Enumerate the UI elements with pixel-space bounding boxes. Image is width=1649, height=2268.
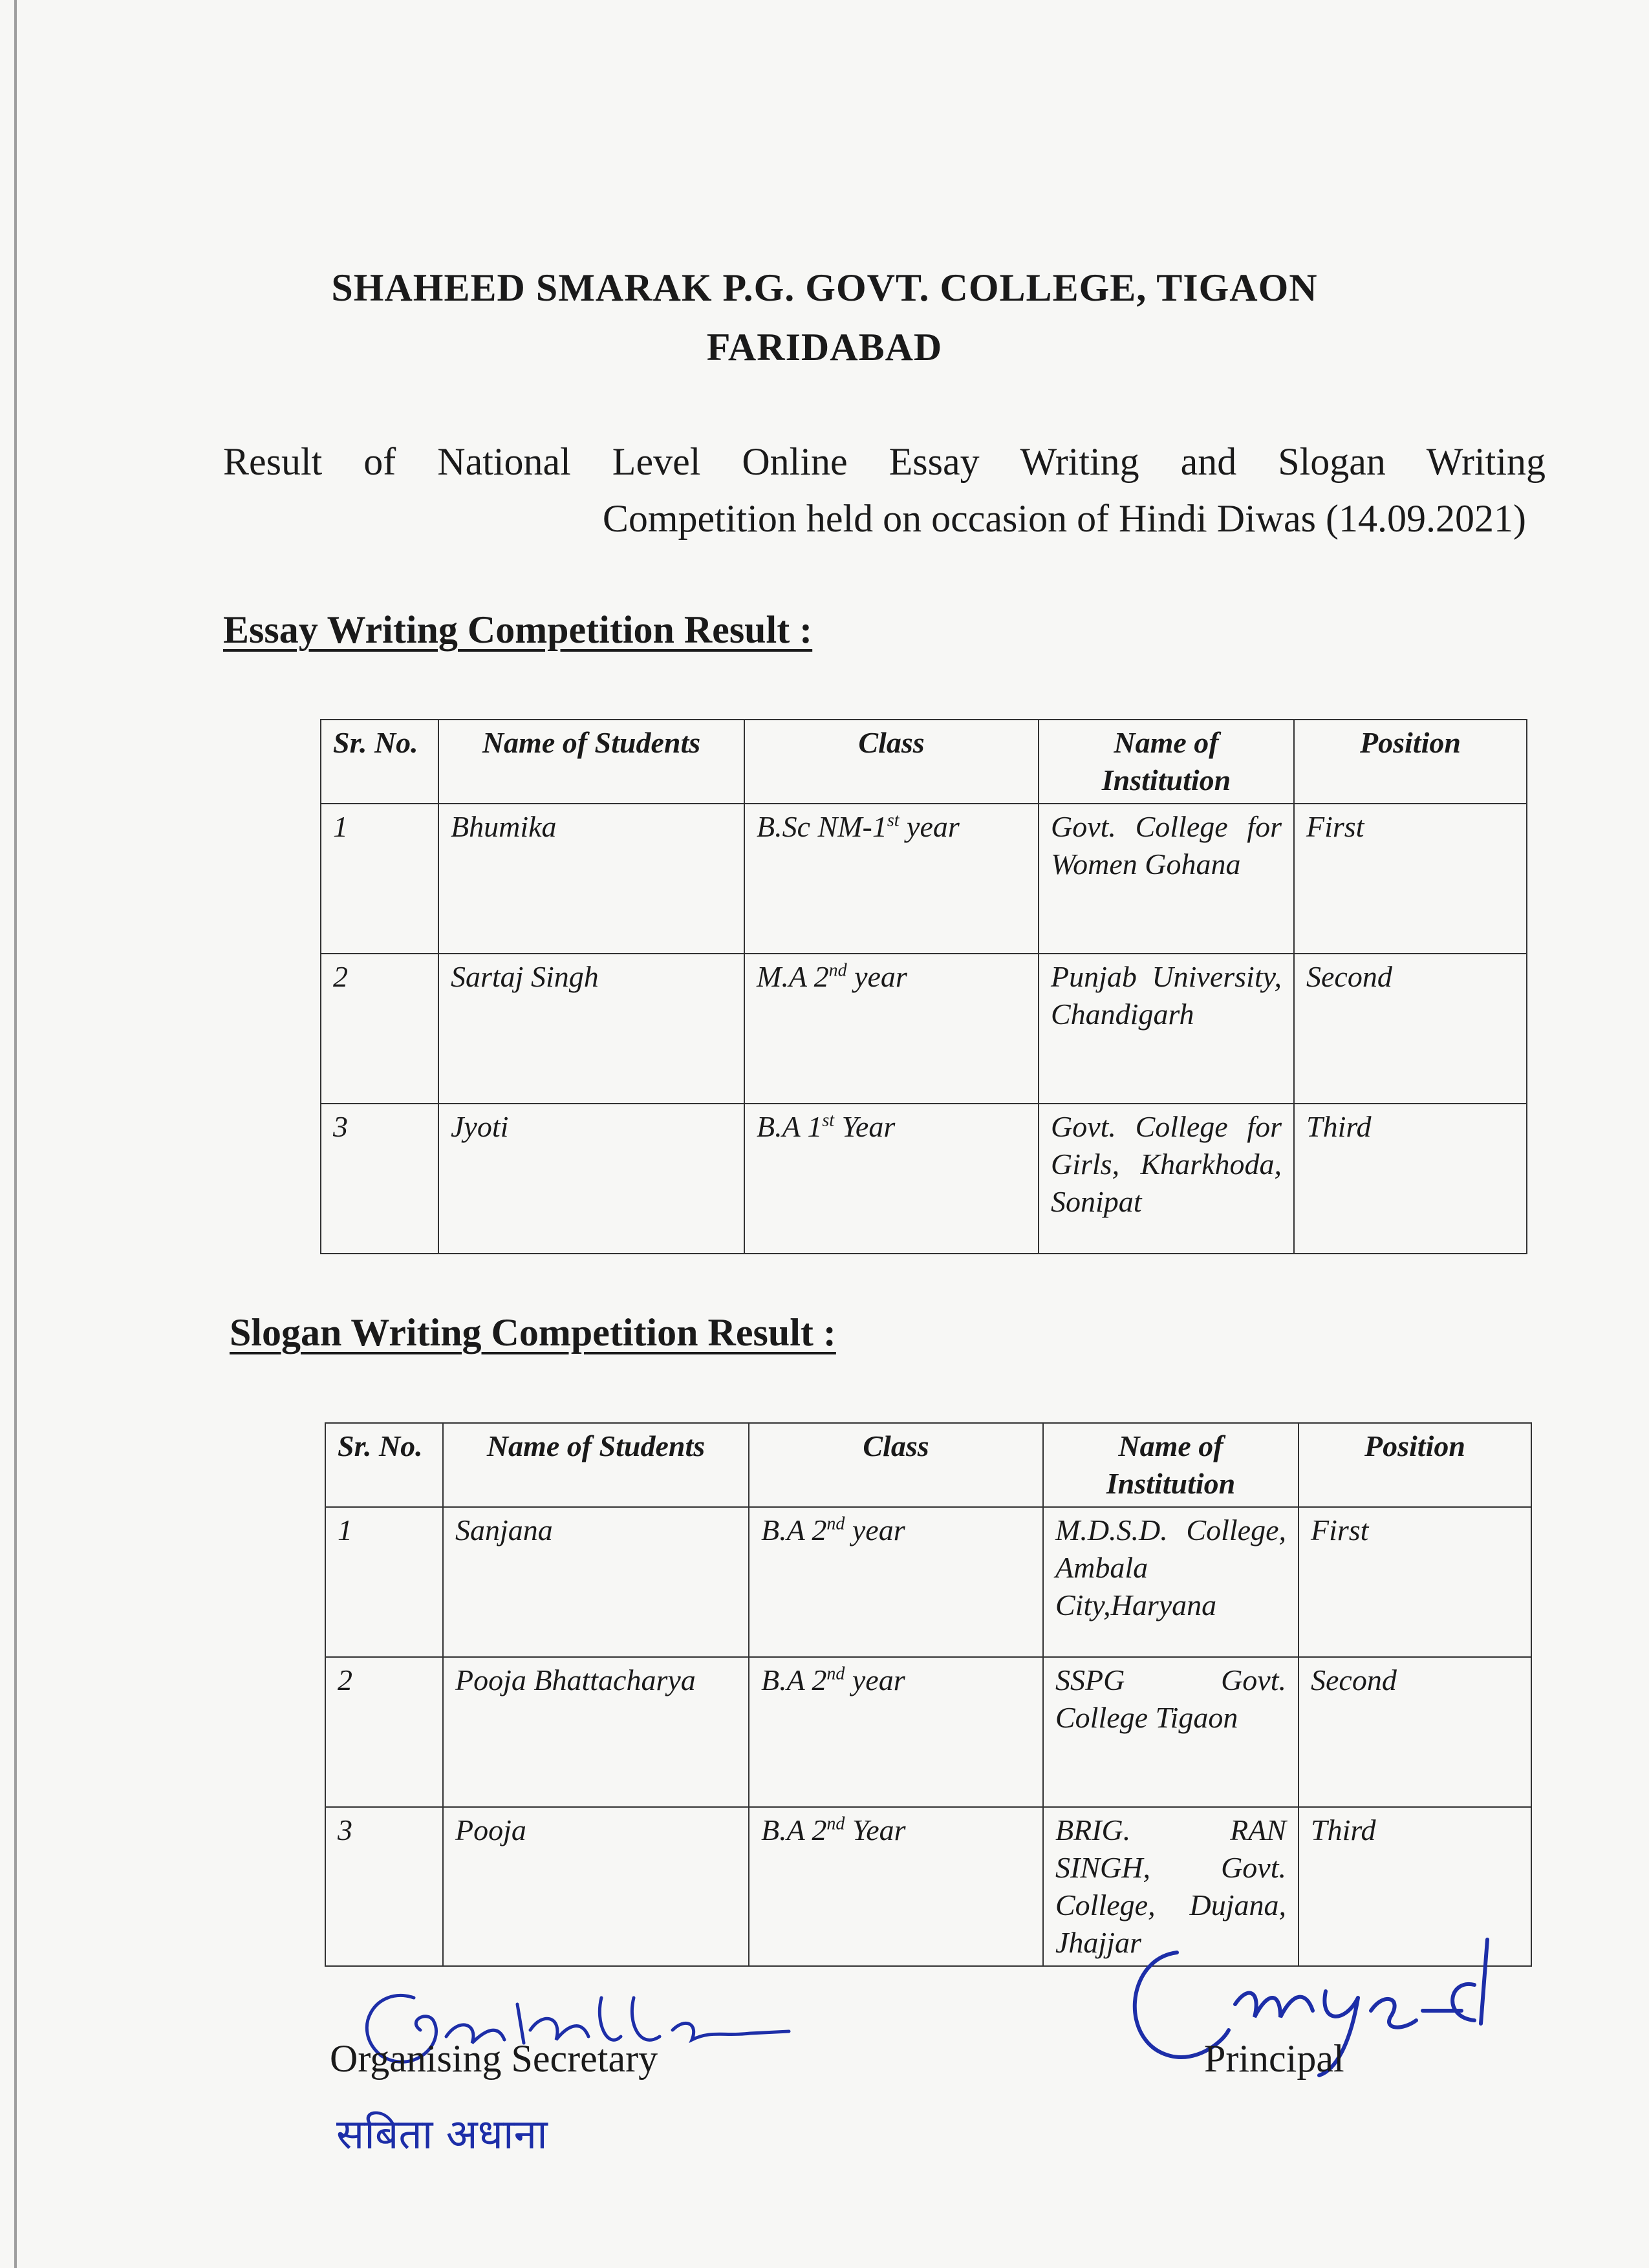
class-year: year [845, 1664, 905, 1696]
class-ordinal-suffix: st [822, 1110, 835, 1131]
cell-position: Second [1299, 1657, 1531, 1807]
header-institution: Name of Institution [1039, 720, 1294, 804]
cell-institution: BRIG. RAN SINGH, Govt. College, Dujana, Jhajjar [1043, 1807, 1299, 1966]
class-ordinal-suffix: nd [826, 1813, 845, 1834]
class-year: year [899, 810, 960, 843]
class-base: B.A 2 [761, 1514, 827, 1546]
slogan-section-title: Slogan Writing Competition Result : [230, 1311, 836, 1354]
class-base: B.A 2 [761, 1664, 827, 1696]
table-header-row [321, 720, 1527, 804]
cell-student-name: Pooja [443, 1807, 749, 1966]
header-name: Name of Students [438, 720, 744, 804]
essay-section-title: Essay Writing Competition Result : [223, 608, 813, 651]
cell-class [744, 1104, 1039, 1254]
table-row [325, 1507, 1531, 1657]
table-row [321, 1104, 1527, 1254]
table-row [321, 954, 1527, 1104]
cell-sr-no: 1 [325, 1507, 443, 1657]
header-class: Class [749, 1423, 1043, 1507]
header-sr-no: Sr. No. [325, 1423, 443, 1507]
cell-sr-no: 3 [321, 1104, 438, 1254]
college-city: FARIDABAD [706, 326, 943, 369]
cell-institution: SSPG Govt. College Tigaon [1043, 1657, 1299, 1807]
table-row [321, 804, 1527, 954]
cell-position: First [1294, 804, 1527, 954]
class-base: M.A 2 [757, 960, 829, 993]
header-position: Position [1299, 1423, 1531, 1507]
header-sr-no: Sr. No. [321, 720, 438, 804]
cell-class [749, 1807, 1043, 1966]
cell-student-name: Bhumika [438, 804, 744, 954]
principal-label: Principal [1204, 2037, 1344, 2080]
cell-position: First [1299, 1507, 1531, 1657]
header-name: Name of Students [443, 1423, 749, 1507]
cell-sr-no: 1 [321, 804, 438, 954]
cell-position: Third [1294, 1104, 1527, 1254]
secretary-name-hindi: सबिता अधाना [336, 2111, 548, 2159]
table-row [325, 1657, 1531, 1807]
class-year: year [846, 960, 907, 993]
cell-position: Third [1299, 1807, 1531, 1966]
cell-class [744, 804, 1039, 954]
secretary-label: Organising Secretary [330, 2037, 658, 2080]
cell-position: Second [1294, 954, 1527, 1104]
cell-student-name: Sanjana [443, 1507, 749, 1657]
cell-class [749, 1507, 1043, 1657]
cell-class [744, 954, 1039, 1104]
header-position: Position [1294, 720, 1527, 804]
table-header-row [325, 1423, 1531, 1507]
class-year: Year [834, 1110, 896, 1143]
cell-sr-no: 2 [321, 954, 438, 1104]
class-ordinal-suffix: st [887, 810, 900, 831]
slogan-results-table [325, 1422, 1532, 1967]
cell-institution: Punjab University, Chandigarh [1039, 954, 1294, 1104]
intro-text [223, 433, 1546, 547]
cell-institution: M.D.S.D. College, Ambala City,Haryana [1043, 1507, 1299, 1657]
class-year: year [845, 1514, 905, 1546]
class-base: B.Sc NM-1 [757, 810, 887, 843]
header-class: Class [744, 720, 1039, 804]
cell-institution: Govt. College for Girls, Kharkhoda, Sonipat [1039, 1104, 1294, 1254]
class-ordinal-suffix: nd [826, 1664, 845, 1684]
cell-sr-no: 3 [325, 1807, 443, 1966]
cell-student-name: Pooja Bhattacharya [443, 1657, 749, 1807]
class-base: B.A 1 [757, 1110, 823, 1143]
class-ordinal-suffix: nd [826, 1514, 845, 1534]
intro-line-2: Competition held on occasion of Hindi Diwas (14.09.2021) [602, 497, 1526, 540]
cell-student-name: Sartaj Singh [438, 954, 744, 1104]
cell-sr-no: 2 [325, 1657, 443, 1807]
essay-results-table [320, 719, 1527, 1254]
cell-student-name: Jyoti [438, 1104, 744, 1254]
college-name: SHAHEED SMARAK P.G. GOVT. COLLEGE, TIGAON [331, 266, 1318, 309]
class-ordinal-suffix: nd [828, 960, 847, 981]
cell-institution: Govt. College for Women Gohana [1039, 804, 1294, 954]
class-year: Year [845, 1813, 906, 1846]
intro-line-1: Result of National Level Online Essay Writing and Slogan Writing [223, 440, 1546, 483]
header-institution: Name of Institution [1043, 1423, 1299, 1507]
cell-class [749, 1657, 1043, 1807]
class-base: B.A 2 [761, 1813, 827, 1846]
